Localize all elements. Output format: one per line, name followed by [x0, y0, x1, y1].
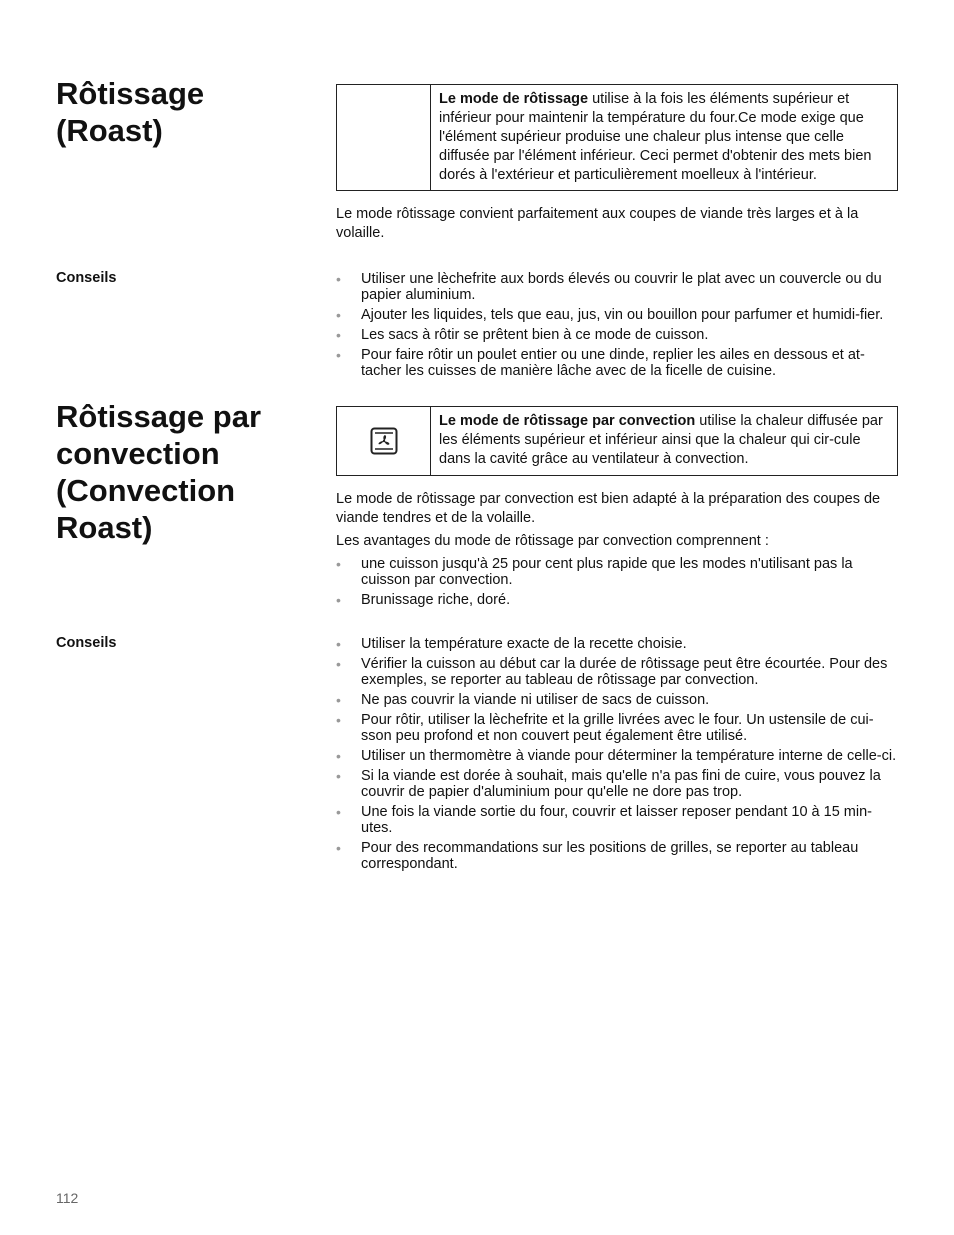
list-item: • Pour rôtir, utiliser la lèchefrite et la grille livrées avec le four. Un ustensile de cui-sson peu profond et non couvert peut également être utilisé. [336, 712, 874, 744]
convection-paragraph-1: Le mode de rôtissage par convection est bien adapté à la préparation des coupes de viande tendres et de la volaille. [336, 491, 881, 526]
convection-advantages-list [336, 556, 902, 612]
roast-mode-info-box [336, 84, 898, 191]
roast-mode-bold-label: Le mode de rôtissage [439, 91, 589, 107]
list-item: • Ne pas couvrir la viande ni utiliser de sacs de cuisson. [336, 692, 710, 708]
bullet-icon: • [336, 307, 341, 323]
list-item: • Si la viande est dorée à souhait, mais qu'elle n'a pas fini de cuire, vous pouvez la couvrir de papier d'aluminium pour qu'elle ne dore pas trop. [336, 768, 881, 800]
convection-icon-cell [337, 407, 431, 475]
title-line: convection [56, 436, 220, 471]
list-item: • Vérifier la cuisson au début car la durée de rôtissage peut être écourtée. Pour des exemples, se reporter au tableau de rôtissage par convection. [336, 656, 888, 688]
bullet-icon: • [336, 636, 341, 652]
list-item: • une cuisson jusqu'à 25 pour cent plus rapide que les modes n'utilisant pas la cuisson par convection. [336, 556, 853, 588]
bullet-icon: • [336, 347, 341, 363]
page-number: 112 [56, 1190, 79, 1206]
convection-roast-description [431, 407, 897, 475]
roast-paragraph: Le mode rôtissage convient parfaitement aux coupes de viande très larges et à la volaille. [336, 206, 859, 241]
roast-mode-description [431, 85, 897, 190]
title-line: Roast) [56, 510, 153, 545]
bullet-icon: • [336, 768, 341, 784]
roast-icon-cell [337, 85, 431, 190]
list-item: • Ajouter les liquides, tels que eau, jus, vin ou bouillon pour parfumer et humidi-fier. [336, 307, 884, 323]
convection-roast-icon [370, 427, 398, 455]
bullet-icon: • [336, 692, 341, 708]
convection-tips-heading: Conseils [56, 635, 117, 651]
list-item: • Utiliser un thermomètre à viande pour déterminer la température interne de celle-ci. [336, 748, 897, 764]
bullet-icon: • [336, 656, 341, 672]
list-item: • Pour faire rôtir un poulet entier ou une dinde, replier les ailes en dessous et at-tacher les cuisses de manière lâche avec de la ficelle de cuisine. [336, 347, 865, 379]
roast-tips-list [336, 271, 902, 383]
convection-roast-info-box [336, 406, 898, 476]
roast-tips-heading: Conseils [56, 270, 117, 286]
title-line: (Convection [56, 473, 236, 508]
bullet-icon: • [336, 556, 341, 572]
bullet-icon: • [336, 271, 341, 287]
bullet-icon: • [336, 712, 341, 728]
list-item: • Pour des recommandations sur les positions de grilles, se reporter au tableau correspondant. [336, 840, 859, 872]
list-item: • Utiliser une lèchefrite aux bords élevés ou couvrir le plat avec un couvercle ou du papier aluminium. [336, 271, 882, 303]
bullet-icon: • [336, 748, 341, 764]
roast-mode-text: utilise à la fois les éléments supérieur et inférieur pour maintenir la température du four.Ce mode exige que l'élément supérieur produise une chaleur plus intense que celle diffusée par l'élément inférieur. Ceci permet d'obtenir des mets bien dorés à l'extérieur et particulièrement moelleux à l'intérieur. [439, 91, 872, 183]
bullet-icon: • [336, 592, 341, 608]
convection-paragraph-2: Les avantages du mode de rôtissage par convection comprennent : [336, 533, 769, 549]
title-line: Rôtissage [56, 76, 205, 111]
bullet-icon: • [336, 804, 341, 820]
convection-roast-bold-label: Le mode de rôtissage par convection [439, 413, 696, 429]
convection-roast-text: utilise la chaleur diffusée par les éléments supérieur et inférieur ainsi que la chaleur qui cir-cule dans la cavité grâce au ventilateur à convection. [439, 413, 883, 467]
title-line: Rôtissage par [56, 399, 262, 434]
bullet-icon: • [336, 840, 341, 856]
list-item: • Brunissage riche, doré. [336, 592, 511, 608]
convection-tips-list [336, 636, 902, 876]
section-title-roast [56, 75, 204, 149]
list-item: • Une fois la viande sortie du four, couvrir et laisser reposer pendant 10 à 15 min-utes. [336, 804, 872, 836]
list-item: • Les sacs à rôtir se prêtent bien à ce mode de cuisson. [336, 327, 709, 343]
bullet-icon: • [336, 327, 341, 343]
list-item: • Utiliser la température exacte de la recette choisie. [336, 636, 687, 652]
section-title-convection-roast [56, 398, 261, 546]
title-line: (Roast) [56, 113, 163, 148]
